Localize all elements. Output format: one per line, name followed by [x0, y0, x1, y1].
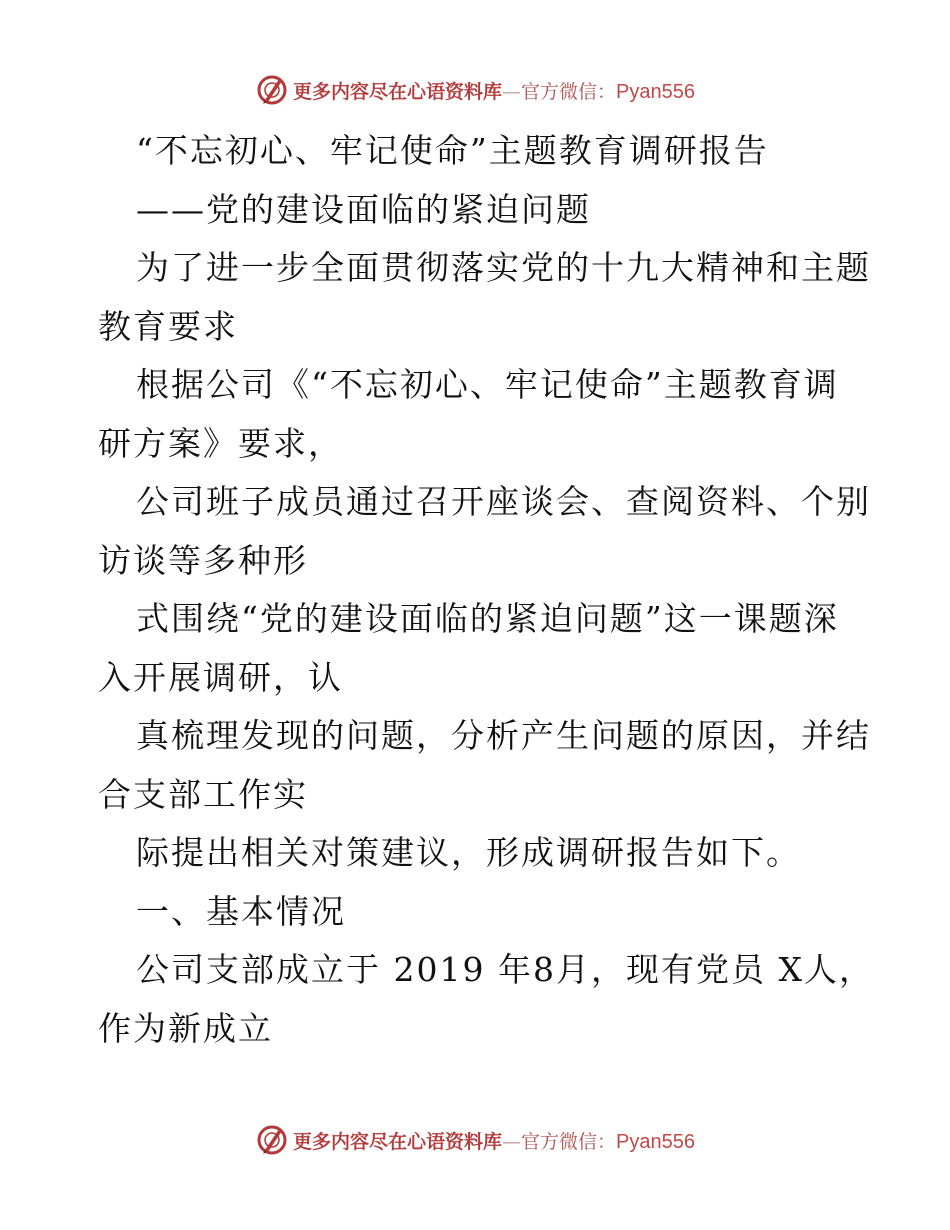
doc-title: “不忘初心、牢记使命”主题教育调研报告	[136, 131, 769, 170]
paragraph-line: 访谈等多种形	[98, 540, 308, 580]
section-heading: 一、基本情况	[136, 891, 346, 931]
pen-seal-icon	[255, 1123, 289, 1157]
paragraph-line: 为了进一步全面贯彻落实党的十九大精神和主题	[136, 248, 871, 287]
wechat-id: Pyan556	[616, 80, 695, 103]
banner-separator: —	[502, 80, 522, 103]
paragraph-line: 研方案》要求，	[98, 423, 343, 463]
paragraph-line: 公司班子成员通过召开座谈会、查阅资料、个别	[136, 482, 871, 521]
header-banner	[0, 70, 950, 110]
paragraph-line: 式围绕“党的建设面临的紧迫问题”这一课题深	[136, 599, 839, 638]
document-body	[98, 122, 874, 1058]
pen-seal-icon	[255, 73, 289, 107]
paragraph-line: 真梳理发现的问题，分析产生问题的原因，并结	[136, 716, 871, 755]
official-label: 官方微信：	[521, 80, 617, 103]
wechat-id: Pyan556	[616, 1130, 695, 1153]
brand-name: 更多内容尽在心语资料库	[293, 1130, 503, 1153]
paragraph-line: 际提出相关对策建议，形成调研报告如下。	[136, 833, 801, 872]
doc-subtitle: ——党的建设面临的紧迫问题	[136, 189, 591, 229]
official-label: 官方微信：	[521, 1130, 617, 1153]
paragraph-line: 入开展调研，认	[98, 657, 343, 697]
banner-separator: —	[502, 1130, 522, 1153]
paragraph-line: 根据公司《“不忘初心、牢记使命”主题教育调	[136, 365, 839, 404]
paragraph-line: 作为新成立	[98, 1008, 273, 1048]
brand-name: 更多内容尽在心语资料库	[293, 80, 503, 103]
footer-banner	[0, 1120, 950, 1160]
paragraph-line: 教育要求	[98, 306, 238, 346]
paragraph-line: 公司支部成立于 2019 年8月，现有党员 X人，	[136, 950, 874, 989]
paragraph-line: 合支部工作实	[98, 774, 308, 814]
